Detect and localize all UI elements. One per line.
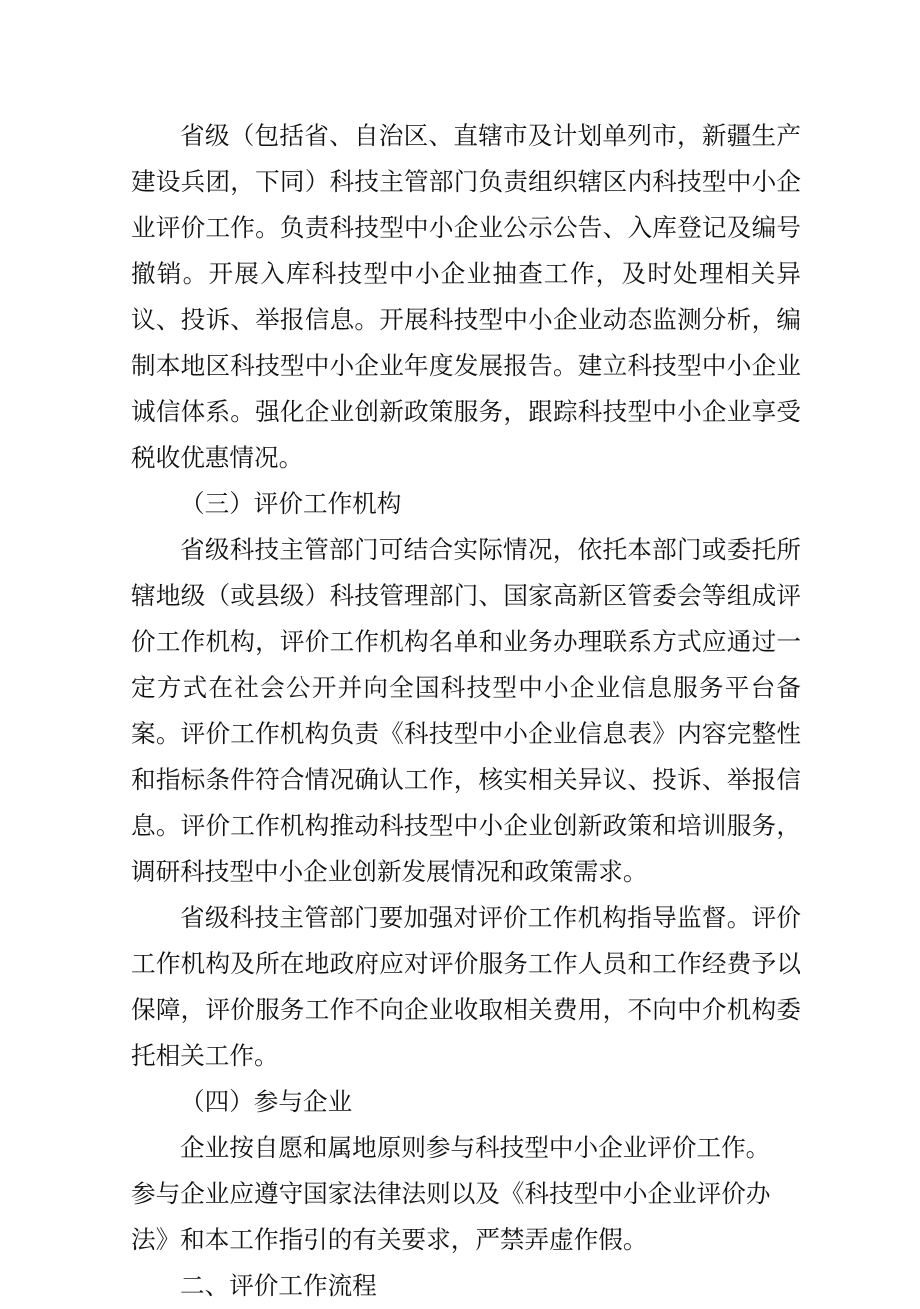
paragraph-supervision: 省级科技主管部门要加强对评价工作机构指导监督。评价工作机构及所在地政府应对评价服务工作人员和工作经费予以保障，评价服务工作不向企业收取相关费用，不向中介机构委托相关工作。 [131, 903, 801, 1070]
section-heading-workflow: 二、评价工作流程 [180, 1271, 377, 1300]
section-heading-evaluation-agency: （三）评价工作机构 [180, 489, 402, 518]
paragraph-voluntary-participation: 企业按自愿和属地原则参与科技型中小企业评价工作。 [180, 1133, 771, 1162]
section-heading-participating-enterprises: （四）参与企业 [180, 1087, 353, 1116]
paragraph-provincial-duties: 省级（包括省、自治区、直辖市及计划单列市，新疆生产建设兵团，下同）科技主管部门负责组织辖区内科技型中小企业评价工作。负责科技型中小企业公示公告、入库登记及编号撤销。开展入库科技型中小企业抽查工作，及时处理相关异议、投诉、举报信息。开展科技型中小企业动态监测分析，编制本地区科技型中小企业年度发展报告。建立科技型中小企业诚信体系。强化企业创新政策服务，跟踪科技型中小企业享受税收优惠情况。 [131, 121, 801, 472]
document-body [131, 113, 801, 1309]
paragraph-compliance: 参与企业应遵守国家法律法则以及《科技型中小企业评价办法》和本工作指引的有关要求，严禁弄虚作假。 [131, 1179, 771, 1254]
paragraph-evaluation-agency: 省级科技主管部门可结合实际情况，依托本部门或委托所辖地级（或县级）科技管理部门、国家高新区管委会等组成评价工作机构，评价工作机构名单和业务办理联系方式应通过一定方式在社会公开并向全国科技型中小企业信息服务平台备案。评价工作机构负责《科技型中小企业信息表》内容完整性和指标条件符合情况确认工作，核实相关异议、投诉、举报信息。评价工作机构推动科技型中小企业创新政策和培训服务，调研科技型中小企业创新发展情况和政策需求。 [131, 535, 801, 886]
